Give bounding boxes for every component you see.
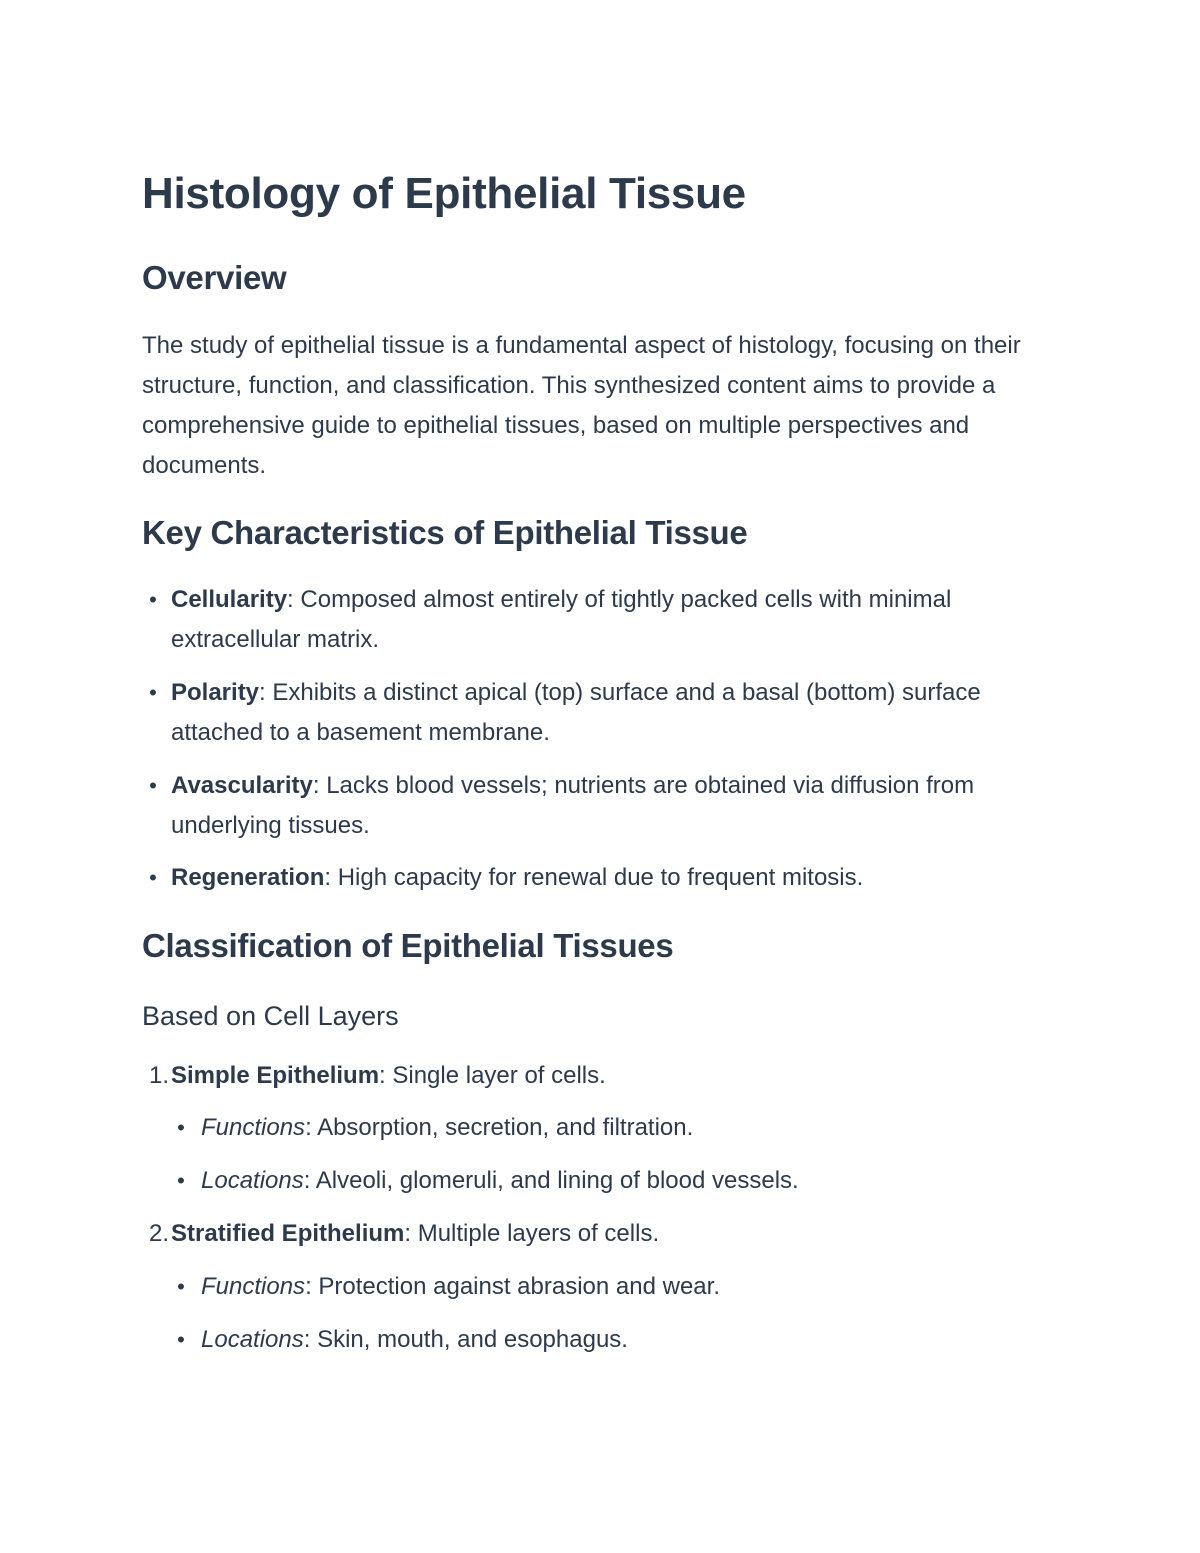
list-item bbox=[148, 1214, 1051, 1254]
list-item bbox=[149, 580, 1051, 660]
list-item bbox=[149, 673, 1051, 753]
list-item bbox=[149, 766, 1051, 846]
characteristics-heading: Key Characteristics of Epithelial Tissue bbox=[142, 514, 748, 551]
item-text: : Multiple layers of cells. bbox=[404, 1220, 660, 1247]
item-term: Cellularity bbox=[171, 586, 288, 613]
item-term: Avascularity bbox=[171, 772, 313, 799]
bullet-icon: • bbox=[149, 865, 157, 890]
overview-heading: Overview bbox=[142, 259, 287, 296]
sub-list-item bbox=[177, 1320, 1051, 1360]
bullet-icon: • bbox=[177, 1168, 185, 1193]
list-item bbox=[148, 1056, 1051, 1096]
bullet-icon: • bbox=[149, 587, 157, 612]
item-text: : Alveoli, glomeruli, and lining of blood vessels. bbox=[303, 1167, 799, 1194]
item-term: Simple Epithelium bbox=[171, 1062, 380, 1089]
bullet-icon: • bbox=[177, 1327, 185, 1352]
item-text: : Protection against abrasion and wear. bbox=[305, 1273, 720, 1300]
item-term: Functions bbox=[201, 1273, 306, 1300]
bullet-icon: • bbox=[149, 680, 157, 705]
item-term: Polarity bbox=[171, 679, 260, 706]
bullet-icon: • bbox=[177, 1274, 185, 1299]
item-term: Regeneration bbox=[171, 864, 325, 891]
sub-list-item bbox=[177, 1161, 1051, 1201]
item-text: : High capacity for renewal due to frequent mitosis. bbox=[324, 864, 864, 891]
item-text: : Skin, mouth, and esophagus. bbox=[303, 1326, 628, 1353]
overview-paragraph: The study of epithelial tissue is a fundamental aspect of histology, focusing on their structure, function, and classification. This synthesized content aims to provide a comprehensive guide to epithelial tissues, based on multiple perspectives and documents. bbox=[142, 332, 1021, 479]
item-number: 1. bbox=[148, 1062, 169, 1089]
item-text: : Exhibits a distinct apical (top) surface and a basal (bottom) surface attached to a basement membrane. bbox=[171, 679, 981, 746]
item-term: Locations bbox=[201, 1167, 304, 1194]
item-term: Functions bbox=[201, 1114, 306, 1141]
bullet-icon: • bbox=[177, 1115, 185, 1140]
item-text: : Lacks blood vessels; nutrients are obtained via diffusion from underlying tissues. bbox=[171, 772, 975, 839]
item-text: : Absorption, secretion, and filtration. bbox=[305, 1114, 694, 1141]
sub-list-item bbox=[177, 1108, 1051, 1148]
classification-heading: Classification of Epithelial Tissues bbox=[142, 927, 674, 964]
list-item bbox=[149, 858, 1051, 898]
item-number: 2. bbox=[148, 1220, 169, 1247]
page-title: Histology of Epithelial Tissue bbox=[142, 169, 746, 218]
item-term: Stratified Epithelium bbox=[171, 1220, 405, 1247]
item-text: : Composed almost entirely of tightly packed cells with minimal extracellular matrix. bbox=[171, 586, 952, 653]
bullet-icon: • bbox=[149, 773, 157, 798]
sub-list-item bbox=[177, 1267, 1051, 1307]
item-text: : Single layer of cells. bbox=[379, 1062, 606, 1089]
item-term: Locations bbox=[201, 1326, 304, 1353]
classification-subheading: Based on Cell Layers bbox=[142, 1001, 399, 1031]
